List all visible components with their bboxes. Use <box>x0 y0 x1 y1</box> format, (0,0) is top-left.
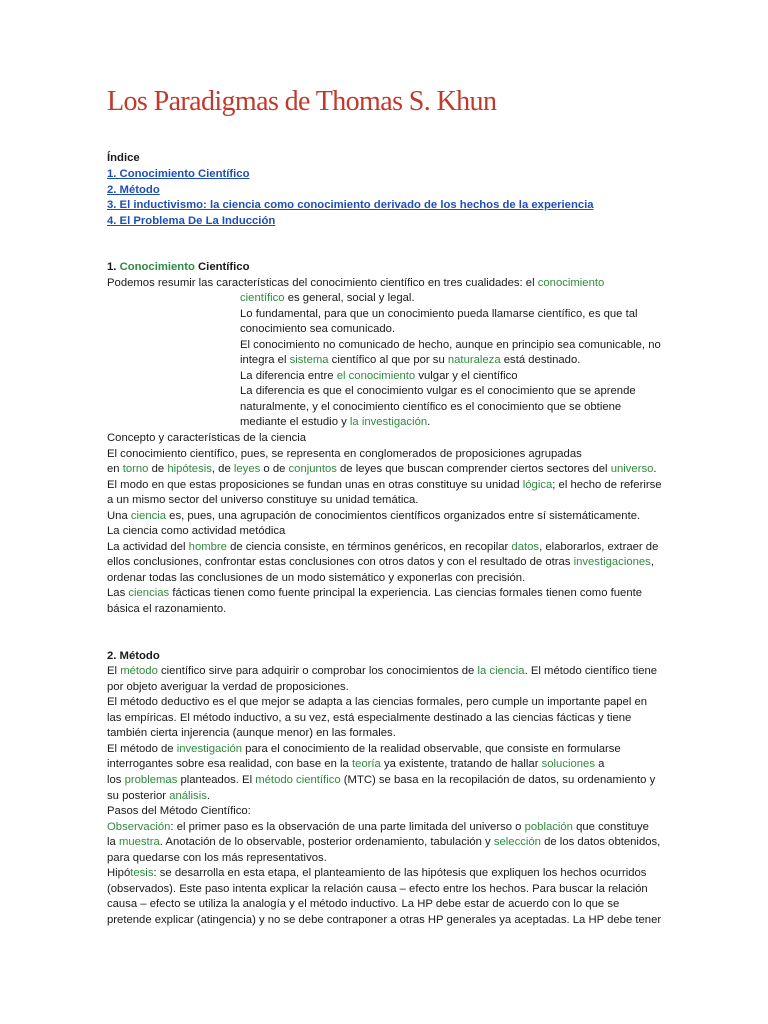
text-run: Una <box>107 509 131 522</box>
document-title: Los Paradigmas de Thomas S. Khun <box>107 86 497 117</box>
text-run: La ciencia como actividad metódica <box>107 525 286 538</box>
paragraph-line <box>107 462 662 478</box>
inline-link[interactable]: lógica <box>522 478 553 491</box>
text-run: El modo en que estas proposiciones se fundan unas en otras constituye su unidad <box>107 478 523 491</box>
paragraph-line <box>107 509 662 525</box>
inline-link[interactable]: conjuntos <box>288 463 337 476</box>
text-run: la <box>107 836 119 849</box>
text-run: básica el razonamiento. <box>107 603 227 616</box>
table-of-contents <box>107 151 594 230</box>
text-run: El conocimiento científico, pues, se representa en conglomerados de proposiciones agrupadas <box>107 447 582 460</box>
inline-link[interactable]: selección <box>493 836 541 849</box>
paragraph-line <box>107 276 662 292</box>
inline-link[interactable]: teoría <box>351 758 381 771</box>
text-run: (observados). Este paso intenta explicar la relación causa – efecto entre los hechos. Para buscar la relación <box>107 882 648 895</box>
inline-link[interactable]: investigación <box>176 742 243 755</box>
paragraph-line <box>107 524 662 540</box>
inline-link[interactable]: leyes <box>233 463 261 476</box>
inline-link[interactable]: muestra <box>118 836 160 849</box>
text-run: interrogantes sobre esa realidad, con base en la <box>107 758 352 771</box>
text-run: ordenar todas las conclusiones de un modo sistemático y exponerlas con precisión. <box>107 571 526 584</box>
paragraph-line <box>107 291 662 307</box>
text-run: : el primer paso es la observación de una parte limitada del universo o <box>170 820 525 833</box>
paragraph-line <box>107 415 662 431</box>
text-run: Pasos del Método Científico: <box>107 805 251 818</box>
inline-link[interactable]: análisis <box>169 789 207 802</box>
text-run: de <box>148 463 168 476</box>
toc-link-inductivismo[interactable]: 3. El inductivismo: la ciencia como conocimiento derivado de los hechos de la experiencia <box>107 199 594 212</box>
inline-link[interactable]: investigaciones <box>573 556 651 569</box>
paragraph-line <box>107 835 662 851</box>
inline-link[interactable]: población <box>524 820 573 833</box>
text-run: . <box>206 789 210 802</box>
section-spacer <box>107 618 662 649</box>
paragraph-line <box>107 571 662 587</box>
section-2-text <box>107 664 662 928</box>
text-run: El conocimiento no comunicado de hecho, aunque en principio sea comunicable, no <box>240 338 661 351</box>
text-run: su posterior <box>107 789 170 802</box>
text-run: , <box>650 556 654 569</box>
paragraph-line <box>107 882 662 898</box>
text-run: Las <box>107 587 129 600</box>
text-run: ellos conclusiones, confrontar estas conclusiones con otros datos y con el resultado de otras <box>107 556 574 569</box>
paragraph-line <box>107 447 662 463</box>
inline-link[interactable]: universo <box>610 463 654 476</box>
paragraph-line <box>107 400 662 416</box>
paragraph-line <box>107 851 662 867</box>
text-run: . Anotación de lo observable, posterior ordenamiento, tabulación y <box>159 836 494 849</box>
inline-link[interactable]: datos <box>511 540 540 553</box>
inline-link[interactable]: método <box>120 665 158 678</box>
text-run: El <box>107 665 121 678</box>
section-1-heading <box>107 260 662 276</box>
text-run: que constituye <box>572 820 649 833</box>
inline-link[interactable]: sistema <box>289 354 329 367</box>
document-body <box>107 260 662 928</box>
inline-link[interactable]: soluciones <box>541 758 595 771</box>
paragraph-line <box>107 555 662 571</box>
text-run: para el conocimiento de la realidad observable, que consiste en formularse <box>242 742 621 755</box>
text-run: causa – efecto se utiliza la analogía y el método inductivo. La HP debe estar de acuerdo con lo que se <box>107 898 620 911</box>
paragraph-line <box>107 353 662 369</box>
text-run: La diferencia es que el conocimiento vulgar es el conocimiento que se aprende <box>240 385 636 398</box>
text-run: La diferencia entre <box>240 369 337 382</box>
text-run: científico sirve para adquirir o comprobar los conocimientos de <box>157 665 478 678</box>
text-run: Concepto y características de la ciencia <box>107 432 307 445</box>
text-run: científico al que por su <box>328 354 448 367</box>
text-run: planteados. El <box>177 773 256 786</box>
paragraph-line <box>107 897 662 913</box>
inline-link[interactable]: hombre <box>188 540 227 553</box>
paragraph-line <box>107 820 662 836</box>
inline-link[interactable]: la ciencia <box>477 665 525 678</box>
paragraph-line <box>107 757 662 773</box>
text-run: para quedarse con los más representativos. <box>107 851 327 864</box>
paragraph-line <box>107 680 662 696</box>
text-run: está destinado. <box>500 354 581 367</box>
inline-link[interactable]: torno <box>122 463 149 476</box>
paragraph-line <box>107 602 662 618</box>
text-run: pretende explicar (atingencia) y no se debe contraponer a otras HP generales ya aceptadas. La HP debe tener <box>107 913 662 926</box>
paragraph-line <box>107 586 662 602</box>
text-run: por objeto averiguar la verdad de proposiciones. <box>107 680 349 693</box>
section-1-heading-rest: Científico <box>198 261 250 273</box>
text-run: El método deductivo es el que mejor se adapta a las ciencias formales, pero cumple un importante papel en <box>107 696 648 709</box>
paragraph-line <box>107 384 662 400</box>
paragraph-line <box>107 726 662 742</box>
text-run: Podemos resumir las características del conocimiento científico en tres cualidades: el <box>107 276 538 289</box>
paragraph-line <box>107 866 662 882</box>
text-run: , de <box>211 463 234 476</box>
text-run: . <box>653 463 657 476</box>
inline-link[interactable]: Observación <box>107 820 171 833</box>
toc-link-problema-induccion[interactable]: 4. El Problema De La Inducción <box>107 215 276 228</box>
text-run: . <box>427 416 431 429</box>
text-run: naturalmente, y el conocimiento científico es el conocimiento que se obtiene <box>240 400 622 413</box>
paragraph-line <box>107 913 662 929</box>
section-1-heading-link[interactable]: Conocimiento <box>119 261 195 273</box>
text-run: de los datos obtenidos, <box>540 836 661 849</box>
text-run: vulgar y el científico <box>415 369 518 382</box>
text-run: integra el <box>240 354 290 367</box>
section-2-heading: 2. Método <box>107 649 160 662</box>
inline-link[interactable]: naturaleza <box>447 354 501 367</box>
text-run: Hipó <box>107 867 131 880</box>
inline-link[interactable]: ciencias <box>128 587 170 600</box>
inline-link[interactable]: hipótesis <box>167 463 212 476</box>
text-run: La actividad del <box>107 540 189 553</box>
text-run: a <box>594 758 605 771</box>
section-1-text <box>107 276 662 618</box>
text-run: ; el hecho de referirse <box>552 478 662 491</box>
text-run: , elaborarlos, extraer de <box>539 540 659 553</box>
paragraph-line <box>107 789 662 805</box>
toc-link-conocimiento[interactable]: 1. Conocimiento Científico <box>107 167 250 180</box>
paragraph-line <box>107 664 662 680</box>
text-run: las empíricas. El método inductivo, a su vez, está especialmente destinado a las ciencias fácticas y tiene <box>107 711 632 724</box>
paragraph-line <box>107 742 662 758</box>
inline-link[interactable]: método científico <box>255 773 341 786</box>
text-run: a un mismo sector del universo constituye su unidad temática. <box>107 494 419 507</box>
section-1-number: 1. <box>107 261 117 273</box>
paragraph-line <box>107 431 662 447</box>
text-run: mediante el estudio y <box>240 416 350 429</box>
text-run: es general, social y legal. <box>284 292 415 305</box>
text-run: conocimiento sea comunicado. <box>240 323 396 336</box>
paragraph-line <box>107 322 662 338</box>
paragraph-line <box>107 493 662 509</box>
paragraph-line <box>107 338 662 354</box>
text-run: . El método científico tiene <box>524 665 658 678</box>
paragraph-line <box>107 804 662 820</box>
text-run: los <box>107 773 125 786</box>
text-run: de ciencia consiste, en términos genéricos, en recopilar <box>226 540 512 553</box>
inline-link[interactable]: científico <box>240 292 285 305</box>
text-run: El método de <box>107 742 177 755</box>
text-run: (MTC) se basa en la recopilación de datos, su ordenamiento y <box>340 773 656 786</box>
paragraph-line <box>107 773 662 789</box>
inline-link[interactable]: problemas <box>124 773 178 786</box>
inline-link[interactable]: conocimiento <box>537 276 605 289</box>
toc-heading: Índice <box>107 152 140 164</box>
text-run: fácticas tienen como fuente principal la experiencia. Las ciencias formales tienen como fuente <box>169 587 643 600</box>
text-run: en <box>107 463 123 476</box>
paragraph-line <box>107 478 662 494</box>
text-run: también cierta injerencia (aunque menor) en las formales. <box>107 727 396 740</box>
text-run: es, pues, una agrupación de conocimientos científicos organizados entre sí sistemáticamente. <box>166 509 641 522</box>
text-run: de leyes que buscan comprender ciertos sectores del <box>336 463 611 476</box>
text-run: : se desarrolla en esta etapa, el planteamiento de las hipótesis que expliquen los hechos ocurridos <box>153 867 647 880</box>
paragraph-line <box>107 695 662 711</box>
inline-link[interactable]: el conocimiento <box>336 369 416 382</box>
text-run: ya existente, tratando de hallar <box>380 758 542 771</box>
inline-link[interactable]: ciencia <box>130 509 167 522</box>
paragraph-line <box>107 540 662 556</box>
paragraph-line <box>107 711 662 727</box>
paragraph-line <box>107 307 662 323</box>
text-run: o de <box>260 463 289 476</box>
paragraph-line <box>107 369 662 385</box>
inline-link[interactable]: la investigación <box>349 416 428 429</box>
text-run: Lo fundamental, para que un conocimiento pueda llamarse científico, es que tal <box>240 307 638 320</box>
toc-link-metodo[interactable]: 2. Método <box>107 183 160 196</box>
inline-link[interactable]: tesis <box>130 867 154 880</box>
